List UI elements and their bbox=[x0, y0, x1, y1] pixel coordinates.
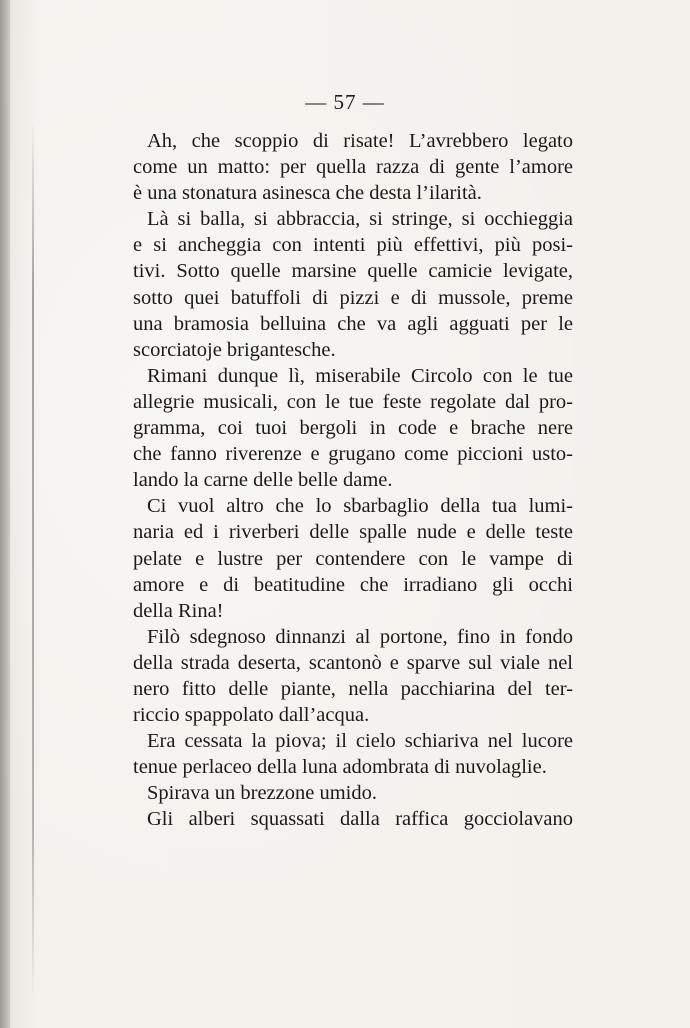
text-line: scorciatoje brigantesche. bbox=[133, 338, 336, 361]
text-line: tivi. Sotto quelle marsine quelle camicie levigate, bbox=[133, 260, 573, 283]
text-line: lando la carne delle belle dame. bbox=[133, 469, 393, 492]
text-line: una bramosia belluina che va agli agguati per le bbox=[133, 312, 573, 335]
text-line: della Rina! bbox=[133, 599, 224, 622]
text-line: come un matto: per quella razza di gente l’amore bbox=[133, 156, 573, 179]
text-line: pelate e lustre per contendere con le vampe di bbox=[133, 547, 573, 570]
text-line: Spirava un brezzone umido. bbox=[147, 782, 377, 805]
text-line: amore e di beatitudine che irradiano gli occhi bbox=[133, 573, 573, 596]
text-line: della strada deserta, scantonò e sparve sul viale nel bbox=[133, 651, 573, 674]
text-line: riccio spappolato dall’acqua. bbox=[133, 704, 370, 727]
text-line: e si ancheggia con intenti più effettivi, più posi- bbox=[133, 234, 573, 257]
text-line: sotto quei batuffoli di pizzi e di mussole, preme bbox=[133, 286, 573, 309]
text-line: tenue perlaceo della luna adombrata di nuvolaglie. bbox=[133, 756, 547, 779]
text-line: Era cessata la piova; il cielo schiariva nel lucore bbox=[147, 730, 573, 753]
text-line: Ah, che scoppio di risate! L’avrebbero legato bbox=[147, 130, 573, 152]
body-text bbox=[133, 128, 573, 833]
text-line: Là si balla, si abbraccia, si stringe, si occhieggia bbox=[147, 208, 573, 231]
binding-edge bbox=[0, 0, 10, 1028]
text-line: che fanno riverenze e grugano come piccioni usto- bbox=[133, 443, 573, 466]
text-line: Filò sdegnoso dinnanzi al portone, fino in fondo bbox=[147, 625, 573, 648]
text-line: gramma, coi tuoi bergoli in code e brache nere bbox=[133, 417, 573, 440]
text-line: nero fitto delle piante, nella pacchiarina del ter- bbox=[133, 677, 573, 700]
text-line: naria ed i riverberi delle spalle nude e delle teste bbox=[133, 521, 573, 544]
text-line: Rimani dunque lì, miserabile Circolo con le tue bbox=[147, 364, 573, 387]
text-line: allegrie musicali, con le tue feste regolate dal pro- bbox=[133, 390, 573, 413]
text-line: è una stonatura asinesca che desta l’ilarità. bbox=[133, 182, 482, 205]
text-line: Ci vuol altro che lo sbarbaglio della tua lumi- bbox=[147, 495, 573, 518]
text-line: Gli alberi squassati dalla raffica gocciolavano bbox=[147, 808, 573, 831]
page-number: — 57 — bbox=[305, 90, 385, 114]
binding-shadow-line bbox=[32, 120, 34, 1000]
